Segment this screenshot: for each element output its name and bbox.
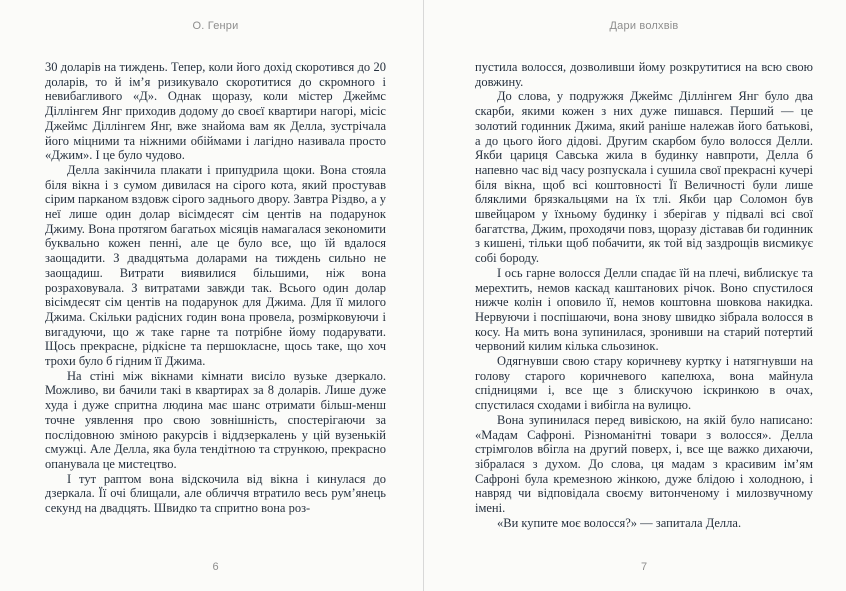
paragraph: Делла закінчила плакати і припудрила щоки. Вона стояла біля вікна і з сумом дивилася на сірого кота, який простував сірим парканом вздовж сірого заднього двору. Завтра Різдво, а у неї лише один долар вісімдесят сім центів на подарунок Джиму. Вона протягом багатьох місяців намагалася зекономити буквально кожен пенні, але це було все, що їй вдалося заощадити. З двадцятьма доларами на тиждень сильно не заощадиш. Витрати виявилися більшими, ніж вона розраховувала. З витратами завжди так. Всього один долар вісімдесят сім центів на подарунок для Джима. Для її милого Джима. Скільки радісних годин вона провела, розмірковуючи і вигадуючи, що ж таке гарне та потрібне йому подарувати. Щось прекрасне, рідкісне та першокласне, щось таке, що хоч трохи було б гідним її Джима. [45,162,386,369]
page-number-left: 6 [212,561,219,573]
paragraph: 30 доларів на тиждень. Тепер, коли його дохід скоротився до 20 доларів, то й ім’я ризикувало скоротитися до скромного і невибагливого «Д». Однак щоразу, коли містер Джеймс Діллінгем Янг приходив додому до своєї квартири нагорі, місіс Джеймс Діллінгем Янг, вже знайома вам як Делла, зустрічала його міцними та ніжними обіймами і лагідно називала просто «Джим». І це було чудово. [45,60,386,163]
running-header-author: О. Генри [192,20,239,32]
paragraph: І ось гарне волосся Делли спадає їй на плечі, виблискує та мерехтить, немов каскад каштанових річок. Воно спустилося нижче колін і оповило її, немов коштовна шовкова накидка. Нервуючи і поспішаючи, вона знову швидко зібрала волосся в косу. На мить вона зупинилася, зронивши на старий потертий червоний килим кілька сльозинок. [475,265,813,354]
paragraph: Одягнувши свою стару коричневу куртку і натягнувши на голову старого коричневого капелюха, вона майнула спідницями і, все ще з блискучою іскринкою в очах, спустилася сходами і вибігла на вулицю. [475,354,813,413]
page-left-body [45,60,386,561]
paragraph: Вона зупинилася перед вивіскою, на якій було написано: «Мадам Сафроні. Різноманітні товари з волосся». Делла стрімголов вбігла на другий поверх, і, все ще важко дихаючи, зібралася з духом. До слова, ця мадам з красивим ім’ям Сафроні була кремезною жінкою, дуже блідою і холодною, і навряд чи відповідала своєму витонченому і милозвучному імені. [475,412,813,516]
paragraph: пустила волосся, дозволивши йому розкрутитися на всю свою довжину. [475,60,813,89]
page-right-body [475,60,813,561]
paragraph: На стіні між вікнами кімнати висіло вузьке дзеркало. Можливо, ви бачили такі в квартирах за 8 доларів. Лише дуже худа і дуже спритна людина має шанс отримати більш-менш точне уявлення про свою зовнішність, спостерігаючи за послідовною зміною ракурсів і віддзеркалень у цій вузенькій смужці. Але Делла, яка була тендітною та стрункою, прекрасно опанувала це мистецтво. [45,368,386,471]
page-right [424,0,846,591]
paragraph: «Ви купите моє волосся?» — запитала Делла. [497,515,742,530]
page-number-right: 7 [640,561,648,573]
paragraph: До слова, у подружжя Джеймс Діллінгем Янг було два скарби, якими кожен з них дуже пишався. Перший — це золотий годинник Джима, який раніше належав його батькові, а до цього його дідові. Другим скарбом було волосся Делли. Якби цариця Савська жила в будинку навпроти, Делла б напевно час від часу розпускала і сушила свої прекрасні кучері біля вікна, щоб всі коштовності Її Величності були лише бляклими брязкальцями на їх тлі. Якби цар Соломон був швейцаром у їхньому будинку і зберігав у підвалі всі свої багатства, Джим, проходячи повз, щоразу діставав би годинник з кишені, тільки щоб побачити, як той від заздрощів висмикує собі бороду. [475,89,813,266]
paragraph: І тут раптом вона відскочила від вікна і кинулася до дзеркала. Її очі блищали, але обличчя втратило весь рум’янець секунд на двадцять. Швидко та спритно вона роз- [45,471,386,516]
running-header-title: Дари волхвів [609,20,679,32]
